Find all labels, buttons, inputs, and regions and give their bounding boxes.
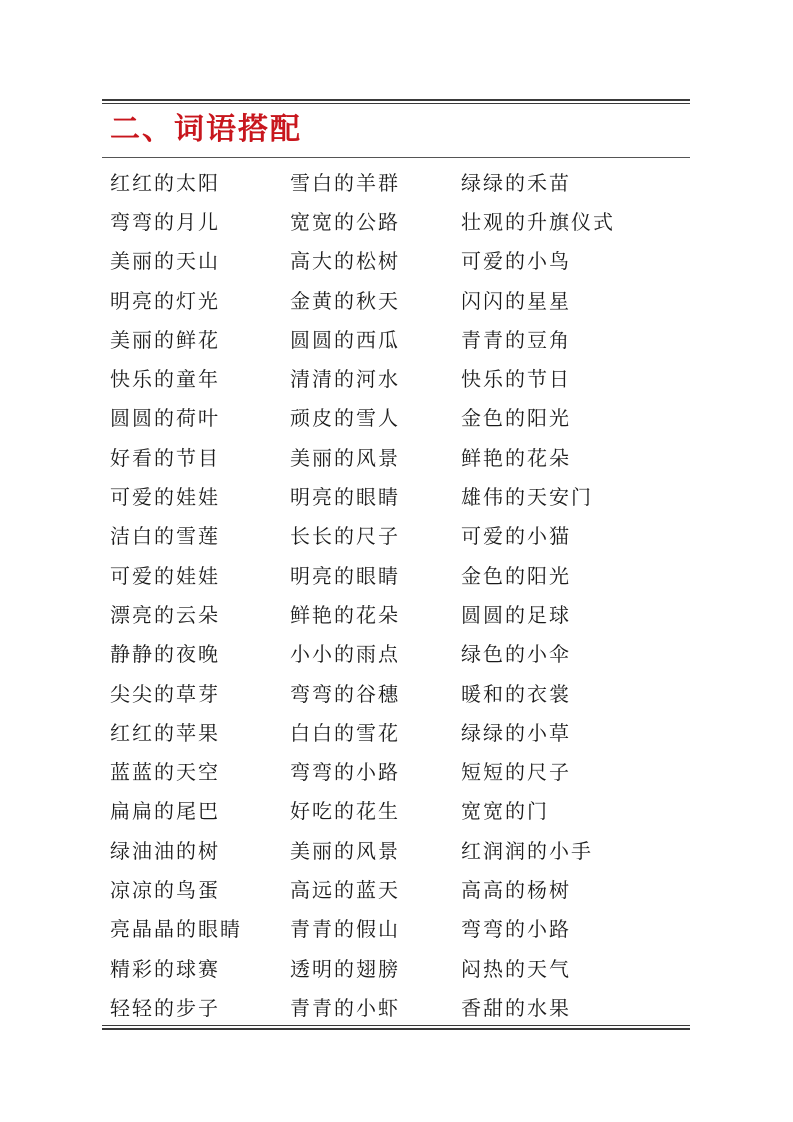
phrase-row: [110, 399, 690, 438]
phrase-cell: 扁扁的尾巴: [110, 799, 220, 824]
phrase-cell: 绿绿的小草: [461, 720, 571, 745]
phrase-cell: 明亮的灯光: [110, 288, 220, 313]
phrase-cell: 弯弯的月儿: [110, 209, 220, 234]
phrase-cell: 静静的夜晚: [110, 642, 220, 667]
phrase-row: [110, 242, 690, 281]
phrase-cell: 弯弯的谷穗: [290, 681, 400, 706]
phrase-row: [110, 870, 690, 909]
phrase-cell: 圆圆的荷叶: [110, 406, 220, 431]
phrase-row: [110, 752, 690, 791]
phrase-row: [110, 517, 690, 556]
phrase-cell: 轻轻的步子: [110, 995, 220, 1020]
phrase-cell: 短短的尺子: [461, 760, 571, 785]
phrase-cell: 青青的豆角: [461, 327, 571, 352]
phrase-cell: 好吃的花生: [290, 799, 400, 824]
phrase-cell: 绿绿的禾苗: [461, 170, 571, 195]
phrase-row: [110, 792, 690, 831]
phrase-cell: 可爱的小猫: [461, 524, 571, 549]
phrase-cell: 白白的雪花: [290, 720, 400, 745]
phrase-cell: 美丽的风景: [290, 445, 400, 470]
phrase-cell: 鲜艳的花朵: [461, 445, 571, 470]
phrase-cell: 可爱的小鸟: [461, 249, 571, 274]
phrase-cell: 美丽的天山: [110, 249, 220, 274]
phrase-cell: 可爱的娃娃: [110, 563, 220, 588]
phrase-row: [110, 281, 690, 320]
phrase-cell: 高远的蓝天: [290, 877, 400, 902]
phrase-row: [110, 988, 690, 1027]
section-title: 二、词语搭配: [110, 112, 302, 147]
phrase-cell: 长长的尺子: [290, 524, 400, 549]
phrase-cell: 雪白的羊群: [290, 170, 400, 195]
phrase-row: [110, 713, 690, 752]
phrase-row: [110, 949, 690, 988]
phrase-cell: 金色的阳光: [461, 563, 571, 588]
phrase-row: [110, 910, 690, 949]
phrase-row: [110, 477, 690, 516]
phrase-cell: 雄伟的天安门: [461, 485, 593, 510]
phrase-row: [110, 359, 690, 398]
phrase-cell: 金色的阳光: [461, 406, 571, 431]
phrase-cell: 明亮的眼睛: [290, 563, 400, 588]
phrase-cell: 小小的雨点: [290, 642, 400, 667]
phrase-cell: 高大的松树: [290, 249, 400, 274]
phrase-cell: 绿色的小伞: [461, 642, 571, 667]
phrase-row: [110, 202, 690, 241]
phrase-cell: 漂亮的云朵: [110, 602, 220, 627]
phrase-row: [110, 635, 690, 674]
phrase-row: [110, 556, 690, 595]
phrase-cell: 闪闪的星星: [461, 288, 571, 313]
phrase-cell: 精彩的球赛: [110, 956, 220, 981]
phrase-cell: 透明的翅膀: [290, 956, 400, 981]
phrase-cell: 圆圆的足球: [461, 602, 571, 627]
phrase-cell: 清清的河水: [290, 367, 400, 392]
phrase-row: [110, 320, 690, 359]
phrase-cell: 弯弯的小路: [290, 760, 400, 785]
phrase-cell: 鲜艳的花朵: [290, 602, 400, 627]
phrase-cell: 红红的苹果: [110, 720, 220, 745]
phrase-cell: 青青的假山: [290, 917, 400, 942]
phrase-cell: 宽宽的门: [461, 799, 549, 824]
phrase-cell: 明亮的眼睛: [290, 485, 400, 510]
phrase-cell: 金黄的秋天: [290, 288, 400, 313]
phrase-cell: 弯弯的小路: [461, 917, 571, 942]
phrase-row: [110, 831, 690, 870]
phrase-cell: 美丽的风景: [290, 838, 400, 863]
phrase-cell: 绿油油的树: [110, 838, 220, 863]
phrase-cell: 圆圆的西瓜: [290, 327, 400, 352]
phrase-row: [110, 438, 690, 477]
phrase-cell: 香甜的水果: [461, 995, 571, 1020]
phrase-cell: 闷热的天气: [461, 956, 571, 981]
phrase-cell: 壮观的升旗仪式: [461, 209, 615, 234]
top-double-rule: [102, 99, 690, 104]
phrase-cell: 快乐的童年: [110, 367, 220, 392]
phrase-cell: 暖和的衣裳: [461, 681, 571, 706]
phrase-cell: 亮晶晶的眼睛: [110, 917, 242, 942]
phrase-cell: 好看的节目: [110, 445, 220, 470]
bottom-double-rule: [102, 1025, 690, 1030]
phrase-cell: 美丽的鲜花: [110, 327, 220, 352]
phrase-row: [110, 163, 690, 202]
phrase-row: [110, 674, 690, 713]
phrase-cell: 红润润的小手: [461, 838, 593, 863]
phrase-cell: 高高的杨树: [461, 877, 571, 902]
phrase-cell: 凉凉的鸟蛋: [110, 877, 220, 902]
phrase-cell: 快乐的节日: [461, 367, 571, 392]
phrase-cell: 蓝蓝的天空: [110, 760, 220, 785]
phrase-row: [110, 595, 690, 634]
phrase-cell: 尖尖的草芽: [110, 681, 220, 706]
phrase-cell: 可爱的娃娃: [110, 485, 220, 510]
phrase-cell: 红红的太阳: [110, 170, 220, 195]
title-underline: [102, 157, 690, 158]
phrase-grid: [110, 163, 690, 1028]
phrase-cell: 顽皮的雪人: [290, 406, 400, 431]
phrase-cell: 宽宽的公路: [290, 209, 400, 234]
phrase-cell: 青青的小虾: [290, 995, 400, 1020]
phrase-cell: 洁白的雪莲: [110, 524, 220, 549]
